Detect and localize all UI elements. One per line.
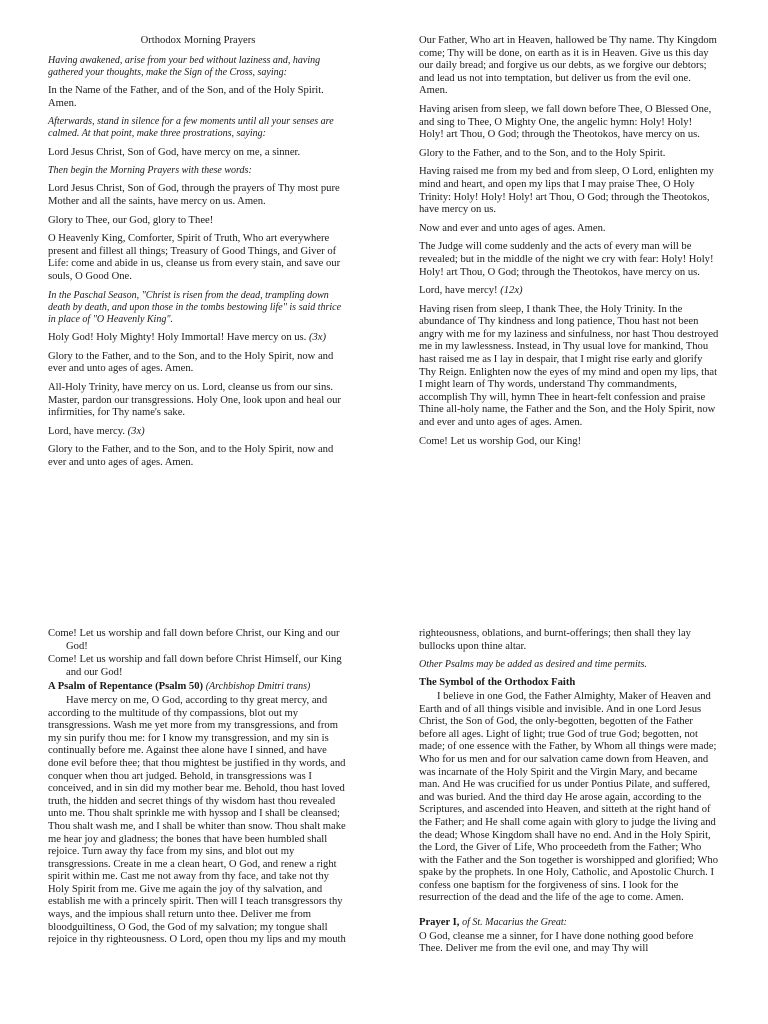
prayer-attribution: of St. Macarius the Great: <box>462 917 567 929</box>
prayer-paragraph <box>48 426 348 439</box>
page-title: Orthodox Morning Prayers <box>140 35 256 46</box>
prayer-paragraph: Glory to the Father, and to the Son, and to the Holy Spirit. <box>419 147 666 159</box>
prayer-paragraph: The Judge will come suddenly and the acts of every man will be revealed; but in the middle of the night we cry with fear: Holy! Holy! Holy! art Thou, O God; through the Theotokos, have mercy on us. <box>419 241 714 278</box>
prayer-text: Lord, have mercy! <box>419 285 498 297</box>
page-column-bottom-right <box>419 628 719 962</box>
prayer-heading <box>419 917 719 930</box>
prayer-paragraph: Having arisen from sleep, we fall down before Thee, O Blessed One, and sing to Thee, O Mighty One, the angelic hymn: Holy! Holy! Holy! art Thou, O God; through the Theotokos, have mercy on us. <box>419 103 712 141</box>
repeat-note: (3x) <box>127 425 145 437</box>
translation-attribution: (Archbishop Dmitri trans) <box>205 681 311 693</box>
section-heading: The Symbol of the Orthodox Faith <box>419 677 576 689</box>
prayer-text: Lord, have mercy. <box>48 425 125 437</box>
psalm-text: Have mercy on me, O God, according to thy great mercy, and according to the multitude of thy compassions, blot out my transgressions. Wash me yet more from my transgressions, and from my sin purify thou me: for I know my transgression, and my sin is continually before me. Against thee alone have I sinned, and have done evil before thee; that thou mightest be justified in thy words, and conquer when thou art judged. Behold, in transgressions was I conceived, and in sin did my mother bear me. Behold, thou hast loved truth, the hidden and secret things of thy wisdom hast thou revealed unto me. Thou shalt sprinkle me with hyssop and I shall be cleansed; Thou shalt wash me, and I shall be whiter than snow. Thou shalt make me hear joy and gladness; the bones that have been humbled shall rejoice. Turn away thy face from my sins, and blot out my transgressions. Create in me a clean heart, O God, and renew a right spirit within me. Cast me not away from thy face, and take not thy Holy Spirit from me. Give me again the joy of thy salvation, and establish me with a princely spirit. Then will I teach transgressors thy ways, and the impious shall return unto thee. Deliver me from bloodguiltiness, O God, the God of my salvation; my tongue shall rejoice in thy righteousness. O Lord, open thou my lips and my mouth <box>48 694 346 946</box>
prayer-heading-text: Prayer I, <box>419 917 460 929</box>
prayer-paragraph: Come! Let us worship God, our King! <box>419 435 582 447</box>
rubric: In the Paschal Season, "Christ is risen from the dead, trampling down death by death, and upon those in the tombs bestowing life" is said thrice in place of "O Heavenly King". <box>48 289 342 325</box>
page-column-top-right <box>419 35 719 454</box>
section-heading-text: A Psalm of Repentance (Psalm 50) <box>48 681 204 693</box>
prayer-paragraph: Having risen from sleep, I thank Thee, the Holy Trinity. In the abundance of Thy kindness and long patience, Thou hast not been angry with me for my laziness and sinfulness, nor hast Thou destroyed me in my lawlessness. Instead, in Thy usual love for mankind, Thou hast raised me as I lay in despair, that I might rise early and glorify Thy Reign. Enlighten now the eyes of my mind and open my lips, that I might learn of Thy words, understand Thy commandments, accomplish Thy will, hymn Thee in heart-felt confession and praise Thine all-holy name, the Father and the Son, and the Holy Spirit, now and ever and unto ages of ages. Amen. <box>419 303 719 429</box>
prayer-paragraph: Having raised me from my bed and from sleep, O Lord, enlighten my mind and heart, and open my lips that I may praise Thee, O Holy Trinity: Holy! Holy! Holy! art Thou, O God; through the Theotokos, have mercy on us. <box>419 166 714 216</box>
creed-text: I believe in one God, the Father Almighty, Maker of Heaven and Earth and of all things visible and invisible. And in one Lord Jesus Christ, the Son of God, the only-begotten, begotten of the Father before all ages. Light of light; true God of true God; begotten, not made; of one essence with the Father, by Whom all things were made; Who for us men and for our salvation came down from Heaven, and was incarnate of the Holy Spirit and the Virgin Mary, and became man. And He was crucified for us under Pontius Pilate, and suffered, and was buried. And the third day He arose again, according to the Scriptures, and ascended into Heaven, and sitteth at the right hand of the Father; and He shall come again with glory to judge the living and the dead; Whose Kingdom shall have no end. And in the Holy Spirit, the Lord, the Giver of Life, Who proceedeth from the Father; Who with the Father and the Son together is worshipped and glorified; Who spake by the prophets. In one Holy, Catholic, and Apostolic Church. I confess one baptism for the forgiveness of sins. I look for the resurrection of the dead and the life of the age to come. Amen. <box>419 690 719 904</box>
prayer-paragraph: Glory to the Father, and to the Son, and to the Holy Spirit, now and ever and unto ages of ages. Amen. <box>48 350 334 375</box>
prayer-paragraph: Now and ever and unto ages of ages. Amen. <box>419 222 606 234</box>
prayer-paragraph: Come! Let us worship and fall down before Christ Himself, our King and our God! <box>48 654 342 678</box>
rubric: Other Psalms may be added as desired and time permits. <box>419 659 647 671</box>
prayer-paragraph: Come! Let us worship and fall down before Christ, our King and our God! <box>48 628 340 652</box>
prayer-paragraph: In the Name of the Father, and of the Son, and of the Holy Spirit. Amen. <box>48 85 324 109</box>
repeat-note: (3x) <box>308 332 327 344</box>
rubric: Having awakened, arise from your bed without laziness and, having gathered your thoughts, make the Sign of the Cross, saying: <box>48 54 321 78</box>
prayer-paragraph: righteousness, oblations, and burnt-offerings; then shall they lay bullocks upon thine altar. <box>419 628 691 652</box>
rubric: Then begin the Morning Prayers with these words: <box>48 165 252 177</box>
page-column-bottom-left <box>48 628 348 947</box>
prayer-paragraph <box>48 332 348 345</box>
rubric: Afterwards, stand in silence for a few moments until all your senses are calmed. At that point, make three prostrations, saying: <box>48 116 334 140</box>
prayer-paragraph: O God, cleanse me a sinner, for I have done nothing good before Thee. Deliver me from the evil one, and may Thy will <box>419 930 694 955</box>
prayer-paragraph: Glory to the Father, and to the Son, and to the Holy Spirit, now and ever and unto ages of ages. Amen. <box>48 444 334 468</box>
prayer-paragraph <box>419 285 719 298</box>
prayer-paragraph: Our Father, Who art in Heaven, hallowed be Thy name. Thy Kingdom come; Thy will be done, on earth as it is in Heaven. Give us this day our daily bread; and forgive us our debts, as we forgive our debtors; and lead us not into temptation, but deliver us from the evil one. Amen. <box>419 35 717 97</box>
prayer-paragraph: All-Holy Trinity, have mercy on us. Lord, cleanse us from our sins. Master, pardon our transgressions. Holy One, look upon and heal our infirmities, for Thy name's sake. <box>48 381 341 419</box>
repeat-note: (12x) <box>500 285 523 297</box>
prayer-paragraph: Lord Jesus Christ, Son of God, through the prayers of Thy most pure Mother and all the saints, have mercy on us. Amen. <box>48 183 340 207</box>
section-heading <box>48 681 348 694</box>
prayer-text: Holy God! Holy Mighty! Holy Immortal! Have mercy on us. <box>48 332 307 344</box>
prayer-paragraph: Glory to Thee, our God, glory to Thee! <box>48 214 214 226</box>
page-column-top-left <box>48 35 348 476</box>
prayer-paragraph: O Heavenly King, Comforter, Spirit of Truth, Who art everywhere present and fillest all things; Treasury of Good Things, and Giver of Life: come and abide in us, cleanse us from every stain, and save our souls, O Good One. <box>48 233 341 282</box>
prayer-paragraph: Lord Jesus Christ, Son of God, have mercy on me, a sinner. <box>48 146 301 158</box>
